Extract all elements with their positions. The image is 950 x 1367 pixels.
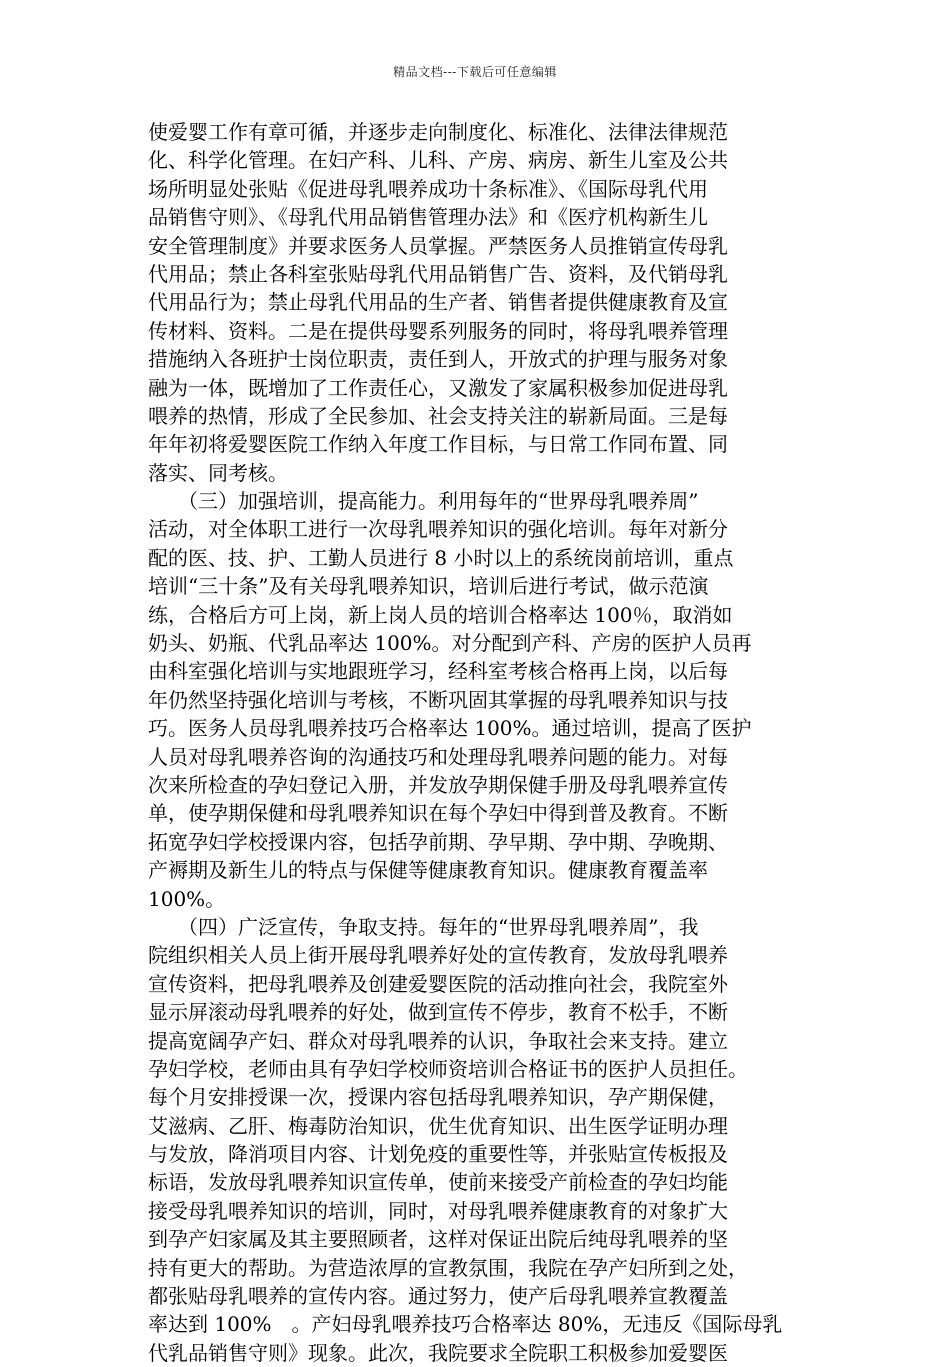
text-line: 都张贴母乳喂养的宣传内容。通过努力，使产后母乳喂养宣教覆盖	[148, 1284, 728, 1309]
text-line: 安全管理制度》并要求医务人员掌握。严禁医务人员推销宣传母乳	[148, 233, 728, 258]
text-line: 培训“三十条”及有关母乳喂养知识，培训后进行考试，做示范演	[148, 574, 709, 599]
text-line: 融为一体，既增加了工作责任心，又激发了家属积极参加促进母乳	[148, 375, 728, 400]
text-line: 次来所检查的孕妇登记入册，并发放孕期保健手册及母乳喂养宣传	[148, 772, 728, 797]
text-line: 人员对母乳喂养咨询的沟通技巧和处理母乳喂养问题的能力。对每	[148, 744, 728, 769]
text-line: 宣传资料，把母乳喂养及创建爱婴医院的活动推向社会，我院室外	[148, 971, 728, 996]
text-line: 代乳品销售守则》现象。此次，我院要求全院职工积极参加爱婴医	[148, 1340, 728, 1365]
text-line: 场所明显处张贴《促进母乳喂养成功十条标准》、《国际母乳代用	[148, 176, 708, 201]
text-line: 拓宽孕妇学校授课内容，包括孕前期、孕早期、孕中期、孕晚期、	[148, 829, 728, 854]
text-line: 年仍然坚持强化培训与考核，不断巩固其掌握的母乳喂养知识与技	[148, 687, 728, 712]
text-line: 率达到 100% 。产妇母乳喂养技巧合格率达 80%，无违反《国际母乳	[148, 1312, 783, 1337]
text-line: 代用品行为；禁止母乳代用品的生产者、销售者提供健康教育及宣	[148, 290, 728, 315]
text-line: 到孕产妇家属及其主要照顾者，这样对保证出院后纯母乳喂养的坚	[148, 1227, 728, 1252]
text-line: 孕妇学校，老师由具有孕妇学校师资培训合格证书的医护人员担任。	[148, 1056, 748, 1081]
text-line: 艾滋病、乙肝、梅毒防治知识，优生优育知识、出生医学证明办理	[148, 1113, 728, 1138]
text-line: 品销售守则》、《母乳代用品销售管理办法》和《医疗机构新生儿	[148, 205, 708, 230]
text-line: 由科室强化培训与实地跟班学习，经科室考核合格再上岗，以后每	[148, 659, 728, 684]
section-heading-line: （三）加强培训，提高能力。利用每年的“世界母乳喂养周”	[148, 489, 699, 514]
text-line: 标语，发放母乳喂养知识宣传单，使前来接受产前检查的孕妇均能	[148, 1170, 728, 1195]
text-line: 年年初将爱婴医院工作纳入年度工作目标，与日常工作同布置、同	[148, 432, 728, 457]
text-line: 措施纳入各班护士岗位职责，责任到人，开放式的护理与服务对象	[148, 347, 728, 372]
text-line: 持有更大的帮助。为营造浓厚的宣教氛围，我院在孕产妇所到之处，	[148, 1255, 748, 1280]
text-line: 活动，对全体职工进行一次母乳喂养知识的强化培训。每年对新分	[148, 517, 728, 542]
page-header: 精品文档---下载后可任意编辑	[393, 65, 557, 79]
text-line: 落实、同考核。	[148, 460, 288, 485]
text-line: 传材料、资料。二是在提供母婴系列服务的同时，将母乳喂养管理	[148, 318, 728, 343]
text-line: 化、科学化管理。在妇产科、儿科、产房、病房、新生儿室及公共	[148, 148, 728, 173]
text-line: 产褥期及新生儿的特点与保健等健康教育知识。健康教育覆盖率	[148, 858, 708, 883]
text-line: 每个月安排授课一次，授课内容包括母乳喂养知识，孕产期保健，	[148, 1085, 728, 1110]
text-line: 显示屏滚动母乳喂养的好处，做到宣传不停步，教育不松手，不断	[148, 1000, 728, 1025]
section-heading-line: （四）广泛宣传，争取支持。每年的“世界母乳喂养周”，我	[148, 914, 699, 939]
text-line: 练，合格后方可上岗，新上岗人员的培训合格率达 100％，取消如	[148, 602, 733, 627]
text-line: 奶头、奶瓶、代乳品率达 100%。对分配到产科、产房的医护人员再	[148, 631, 752, 656]
text-line: 与发放，降消项目内容、计划免疫的重要性等，并张贴宣传板报及	[148, 1142, 728, 1167]
text-line: 配的医、技、护、工勤人员进行 8 小时以上的系统岗前培训，重点	[148, 545, 734, 570]
text-line: 100%。	[148, 886, 226, 911]
document-body	[148, 118, 816, 1367]
text-line: 院组织相关人员上街开展母乳喂养好处的宣传教育，发放母乳喂养	[148, 943, 728, 968]
text-line: 单，使孕期保健和母乳喂养知识在每个孕妇中得到普及教育。不断	[148, 801, 728, 826]
text-line: 提高宽阔孕产妇、群众对母乳喂养的认识，争取社会来支持。建立	[148, 1028, 728, 1053]
text-line: 接受母乳喂养知识的培训，同时，对母乳喂养健康教育的对象扩大	[148, 1198, 728, 1223]
text-line: 巧。医务人员母乳喂养技巧合格率达 100%。通过培训，提高了医护	[148, 716, 752, 741]
text-line: 代用品；禁止各科室张贴母乳代用品销售广告、资料，及代销母乳	[148, 261, 728, 286]
text-line: 使爱婴工作有章可循，并逐步走向制度化、标准化、法律法律规范	[148, 120, 728, 144]
text-line: 喂养的热情，形成了全民参加、社会支持关注的崭新局面。三是每	[148, 403, 728, 428]
